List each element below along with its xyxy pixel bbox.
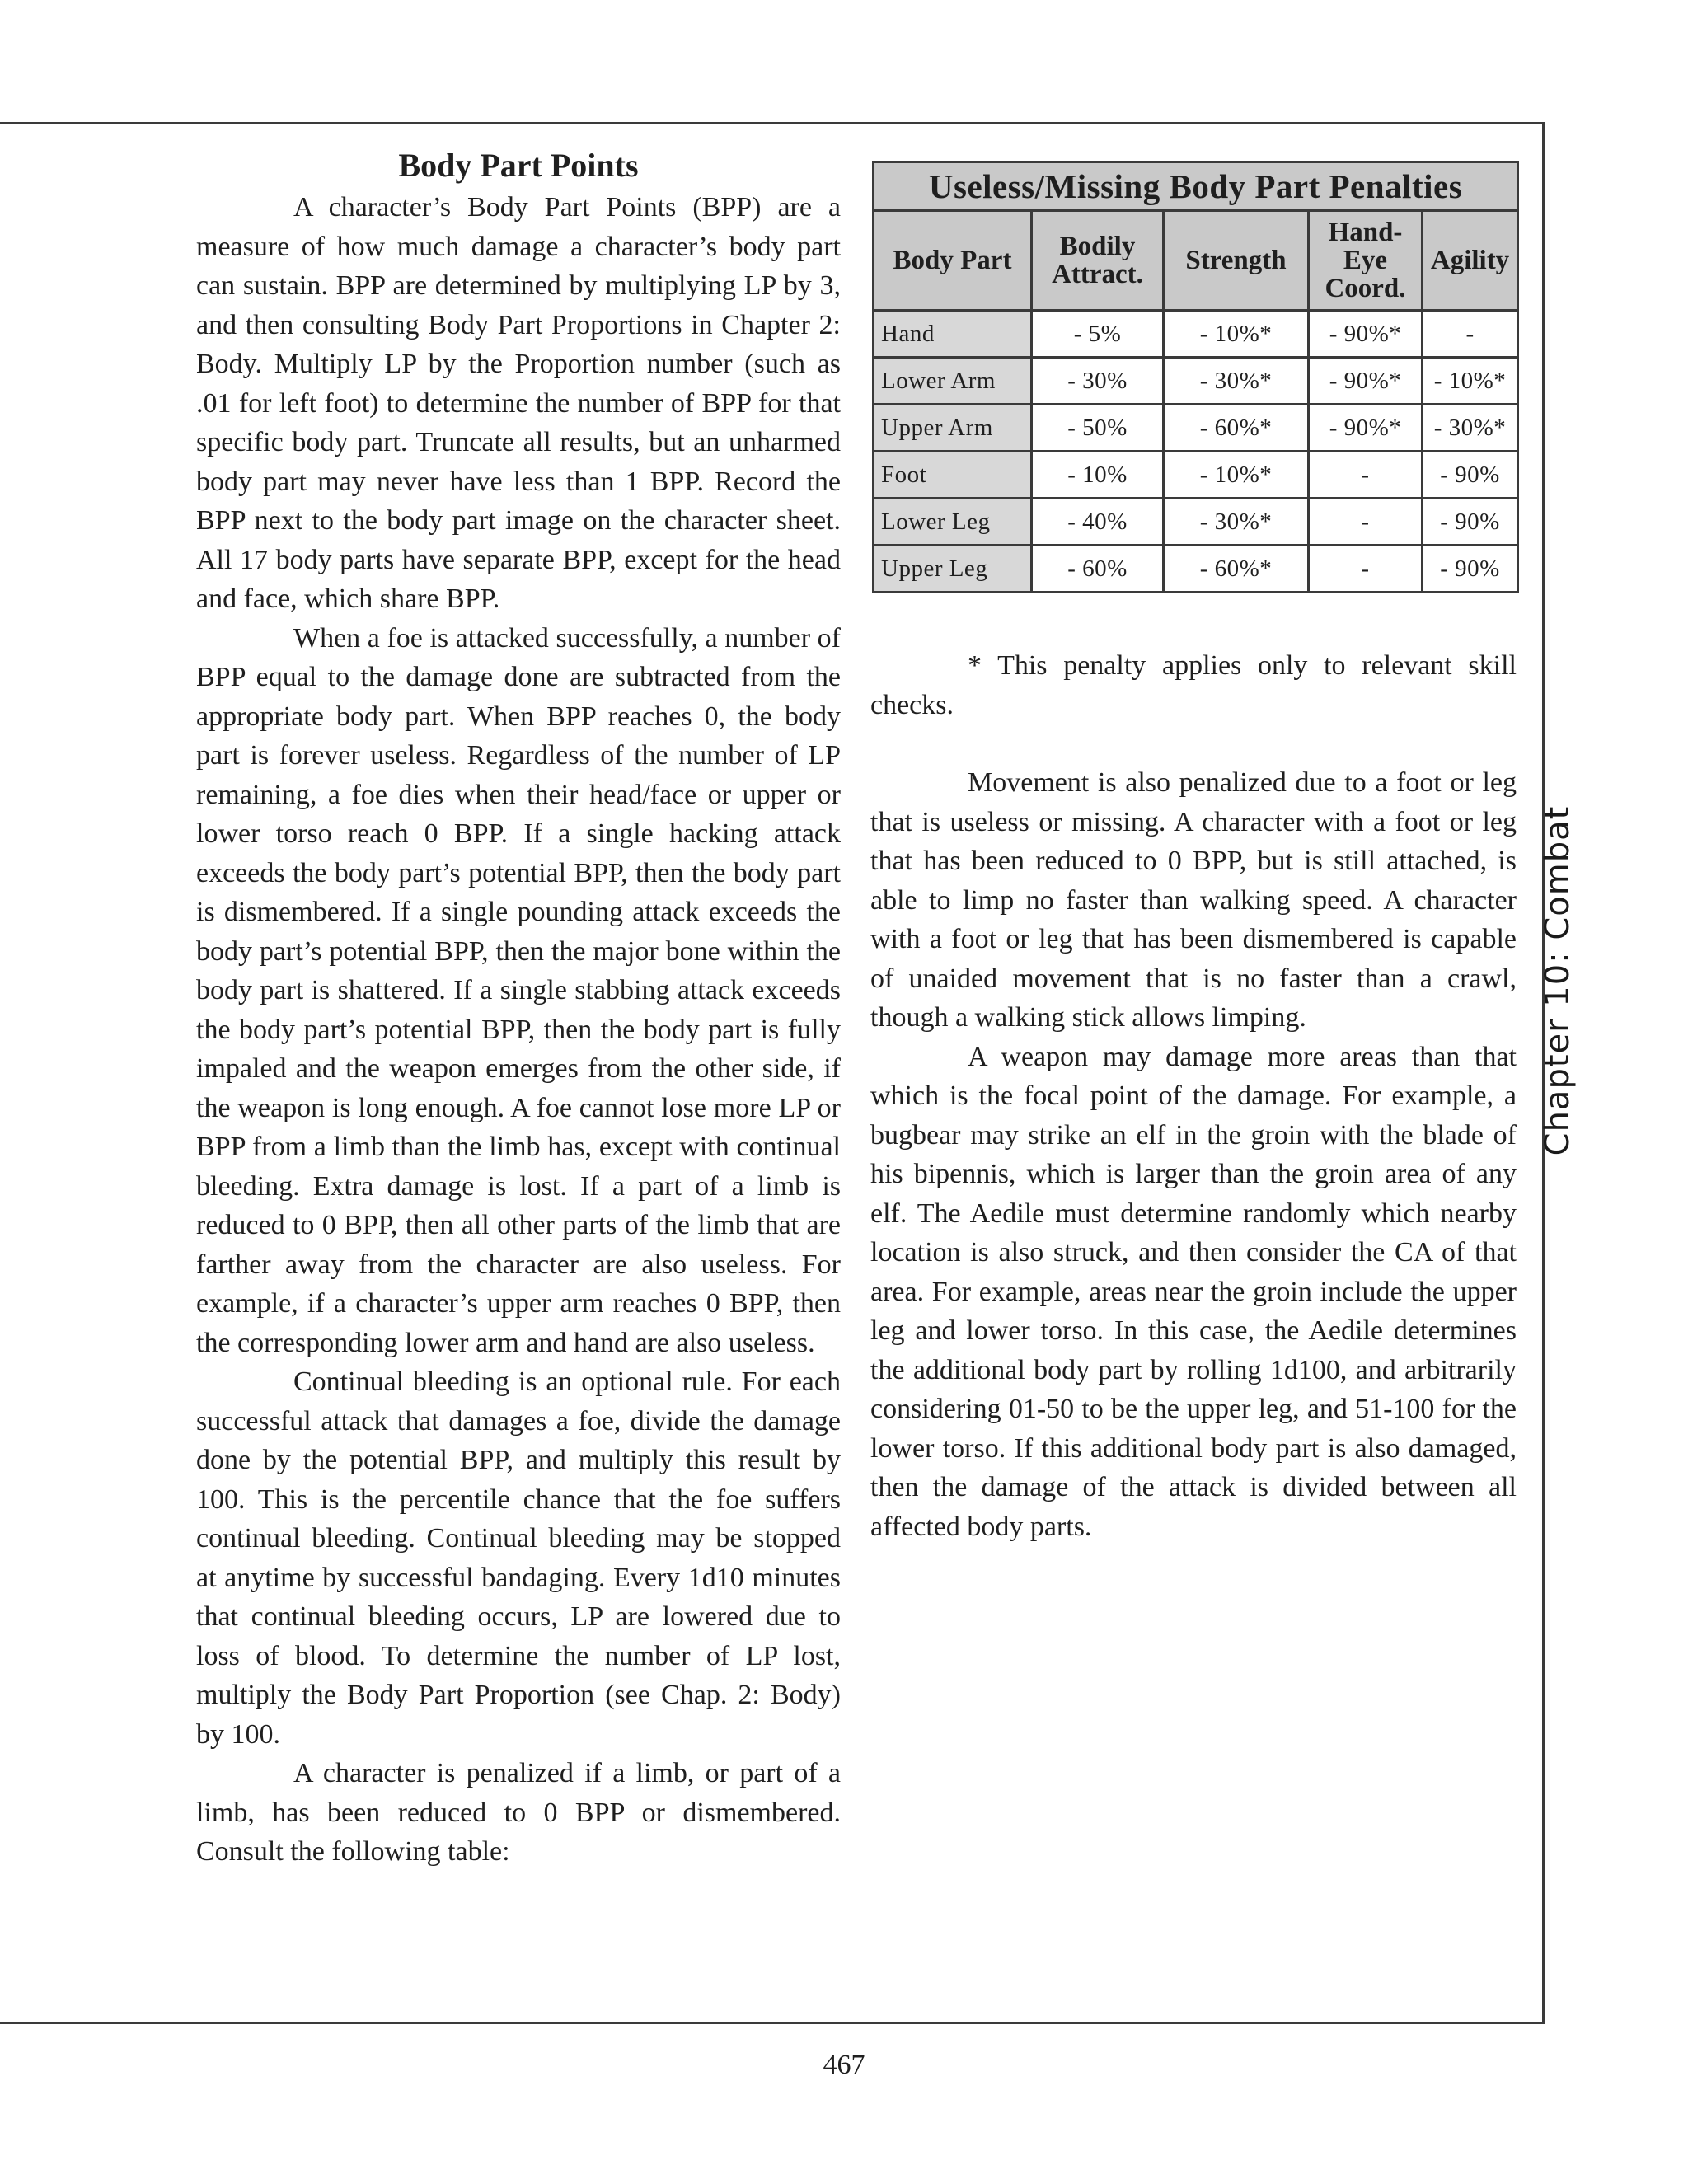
cell-agility: - 10%* bbox=[1423, 358, 1518, 405]
cell-hand-eye: - 90%* bbox=[1309, 311, 1423, 358]
paragraph-continual-bleeding: Continual bleeding is an optional rule. For each successful attack that damages a foe, divide the damage done by the potential BPP, and multiply this result by 100. This is the percentile chance that the foe suffers continual bleeding. Continual bleeding may be stopped at anytime by successful bandaging. Every 1d10 minutes that continual bleeding occurs, LP are lowered due to loss of blood. To determine the number of LP lost, multiply the Body Part Proportion (see Chap. 2: Body) by 100. bbox=[196, 1366, 841, 1750]
table-row bbox=[874, 452, 1518, 499]
left-column bbox=[196, 188, 841, 1872]
table-row bbox=[874, 499, 1518, 546]
cell-agility: - 30%* bbox=[1423, 405, 1518, 452]
cell-strength: - 10%* bbox=[1164, 311, 1309, 358]
cell-bodily-attract: - 30% bbox=[1032, 358, 1164, 405]
cell-hand-eye: - bbox=[1309, 546, 1423, 593]
header-body-part: Body Part bbox=[874, 211, 1032, 311]
cell-hand-eye: - 90%* bbox=[1309, 358, 1423, 405]
table-footnote bbox=[870, 646, 1517, 724]
cell-agility: - 90% bbox=[1423, 452, 1518, 499]
cell-bodily-attract: - 10% bbox=[1032, 452, 1164, 499]
cell-bodily-attract: - 40% bbox=[1032, 499, 1164, 546]
cell-strength: - 10%* bbox=[1164, 452, 1309, 499]
header-bodily-attract: Bodily Attract. bbox=[1032, 211, 1164, 311]
paragraph-foe-attacked: When a foe is attacked successfully, a number of BPP equal to the damage done are subtracted from the appropriate body part. When BPP reaches 0, the body part is forever useless. Regardless of the number of LP remaining, a foe dies when their head/face or upper or lower torso reach 0 BPP. If a single hacking attack exceeds the body part’s potential BPP, then the body part is dismembered. If a single pounding attack exceeds the body part’s potential BPP, then the major bone within the body part is shattered. If a single stabbing attack exceeds the body part’s potential BPP, then the body part is fully impaled and the weapon emerges from the other side, if the weapon is long enough. A foe cannot lose more LP or BPP from a limb than the limb has, except with continual bleeding. Extra damage is lost. If a part of a limb is reduced to 0 BPP, then all other parts of the limb that are farther away from the character are also useless. For example, if a character’s upper arm reaches 0 BPP, then the corresponding lower arm and hand are also useless. bbox=[196, 622, 841, 1358]
frame-top-rule bbox=[0, 122, 1545, 124]
cell-body-part: Foot bbox=[874, 452, 1032, 499]
table-row bbox=[874, 546, 1518, 593]
table-row bbox=[874, 405, 1518, 452]
table-caption: Useless/Missing Body Part Penalties bbox=[874, 162, 1518, 211]
cell-bodily-attract: - 60% bbox=[1032, 546, 1164, 593]
penalties-table bbox=[872, 161, 1519, 593]
footnote-text: * This penalty applies only to relevant skill checks. bbox=[870, 650, 1517, 720]
right-column bbox=[870, 763, 1517, 1546]
cell-body-part: Upper Leg bbox=[874, 546, 1032, 593]
cell-hand-eye: - 90%* bbox=[1309, 405, 1423, 452]
cell-agility: - 90% bbox=[1423, 499, 1518, 546]
chapter-side-label: Chapter 10: Combat bbox=[1539, 805, 1577, 1156]
cell-body-part: Lower Leg bbox=[874, 499, 1032, 546]
cell-agility: - bbox=[1423, 311, 1518, 358]
cell-hand-eye: - bbox=[1309, 499, 1423, 546]
header-hand-eye-coord: Hand-Eye Coord. bbox=[1309, 211, 1423, 311]
cell-strength: - 30%* bbox=[1164, 358, 1309, 405]
table-row bbox=[874, 311, 1518, 358]
cell-body-part: Upper Arm bbox=[874, 405, 1032, 452]
penalties-table-container bbox=[872, 161, 1517, 593]
cell-body-part: Hand bbox=[874, 311, 1032, 358]
cell-strength: - 30%* bbox=[1164, 499, 1309, 546]
cell-strength: - 60%* bbox=[1164, 546, 1309, 593]
cell-agility: - 90% bbox=[1423, 546, 1518, 593]
cell-body-part: Lower Arm bbox=[874, 358, 1032, 405]
cell-hand-eye: - bbox=[1309, 452, 1423, 499]
page-number: 467 bbox=[823, 2050, 865, 2080]
section-heading: Body Part Points bbox=[398, 147, 639, 184]
table-row bbox=[874, 358, 1518, 405]
paragraph-penalized: A character is penalized if a limb, or part of a limb, has been reduced to 0 BPP or dismembered. Consult the following table: bbox=[196, 1758, 841, 1867]
paragraph-movement: Movement is also penalized due to a foot or leg that is useless or missing. A character with a foot or leg that has been reduced to 0 BPP, but is still attached, is able to limp no faster than walking speed. A character with a foot or leg that has been dismembered is capable of unaided movement that is no faster than a crawl, though a walking stick allows limping. bbox=[870, 767, 1517, 1033]
cell-bodily-attract: - 50% bbox=[1032, 405, 1164, 452]
frame-bottom-rule bbox=[0, 2022, 1545, 2024]
paragraph-bpp-intro: A character’s Body Part Points (BPP) are a measure of how much damage a character’s body part can sustain. BPP are determined by multiplying LP by 3, and then consulting Body Part Proportions in Chapter 2: Body. Multiply LP by the Proportion number (such as .01 for left foot) to determine the number of BPP for that specific body part. Truncate all results, but an unharmed body part may never have less than 1 BPP. Record the BPP next to the body part image on the character sheet. All 17 body parts have separate BPP, except for the head and face, which share BPP. bbox=[196, 192, 841, 614]
paragraph-weapon-areas: A weapon may damage more areas than that which is the focal point of the damage. For example, a bugbear may strike an elf in the groin with the blade of his bipennis, which is larger than the groin area of any elf. The Aedile must determine randomly which nearby location is also struck, and then consider the CA of that area. For example, areas near the groin include the upper leg and lower torso. In this case, the Aedile determines the additional body part by rolling 1d100, and arbitrarily considering 01-50 to be the upper leg, and 51-100 for the lower torso. If this additional body part is also damaged, then the damage of the attack is divided between all affected body parts. bbox=[870, 1041, 1517, 1542]
header-strength: Strength bbox=[1164, 211, 1309, 311]
cell-strength: - 60%* bbox=[1164, 405, 1309, 452]
header-agility: Agility bbox=[1423, 211, 1518, 311]
cell-bodily-attract: - 5% bbox=[1032, 311, 1164, 358]
